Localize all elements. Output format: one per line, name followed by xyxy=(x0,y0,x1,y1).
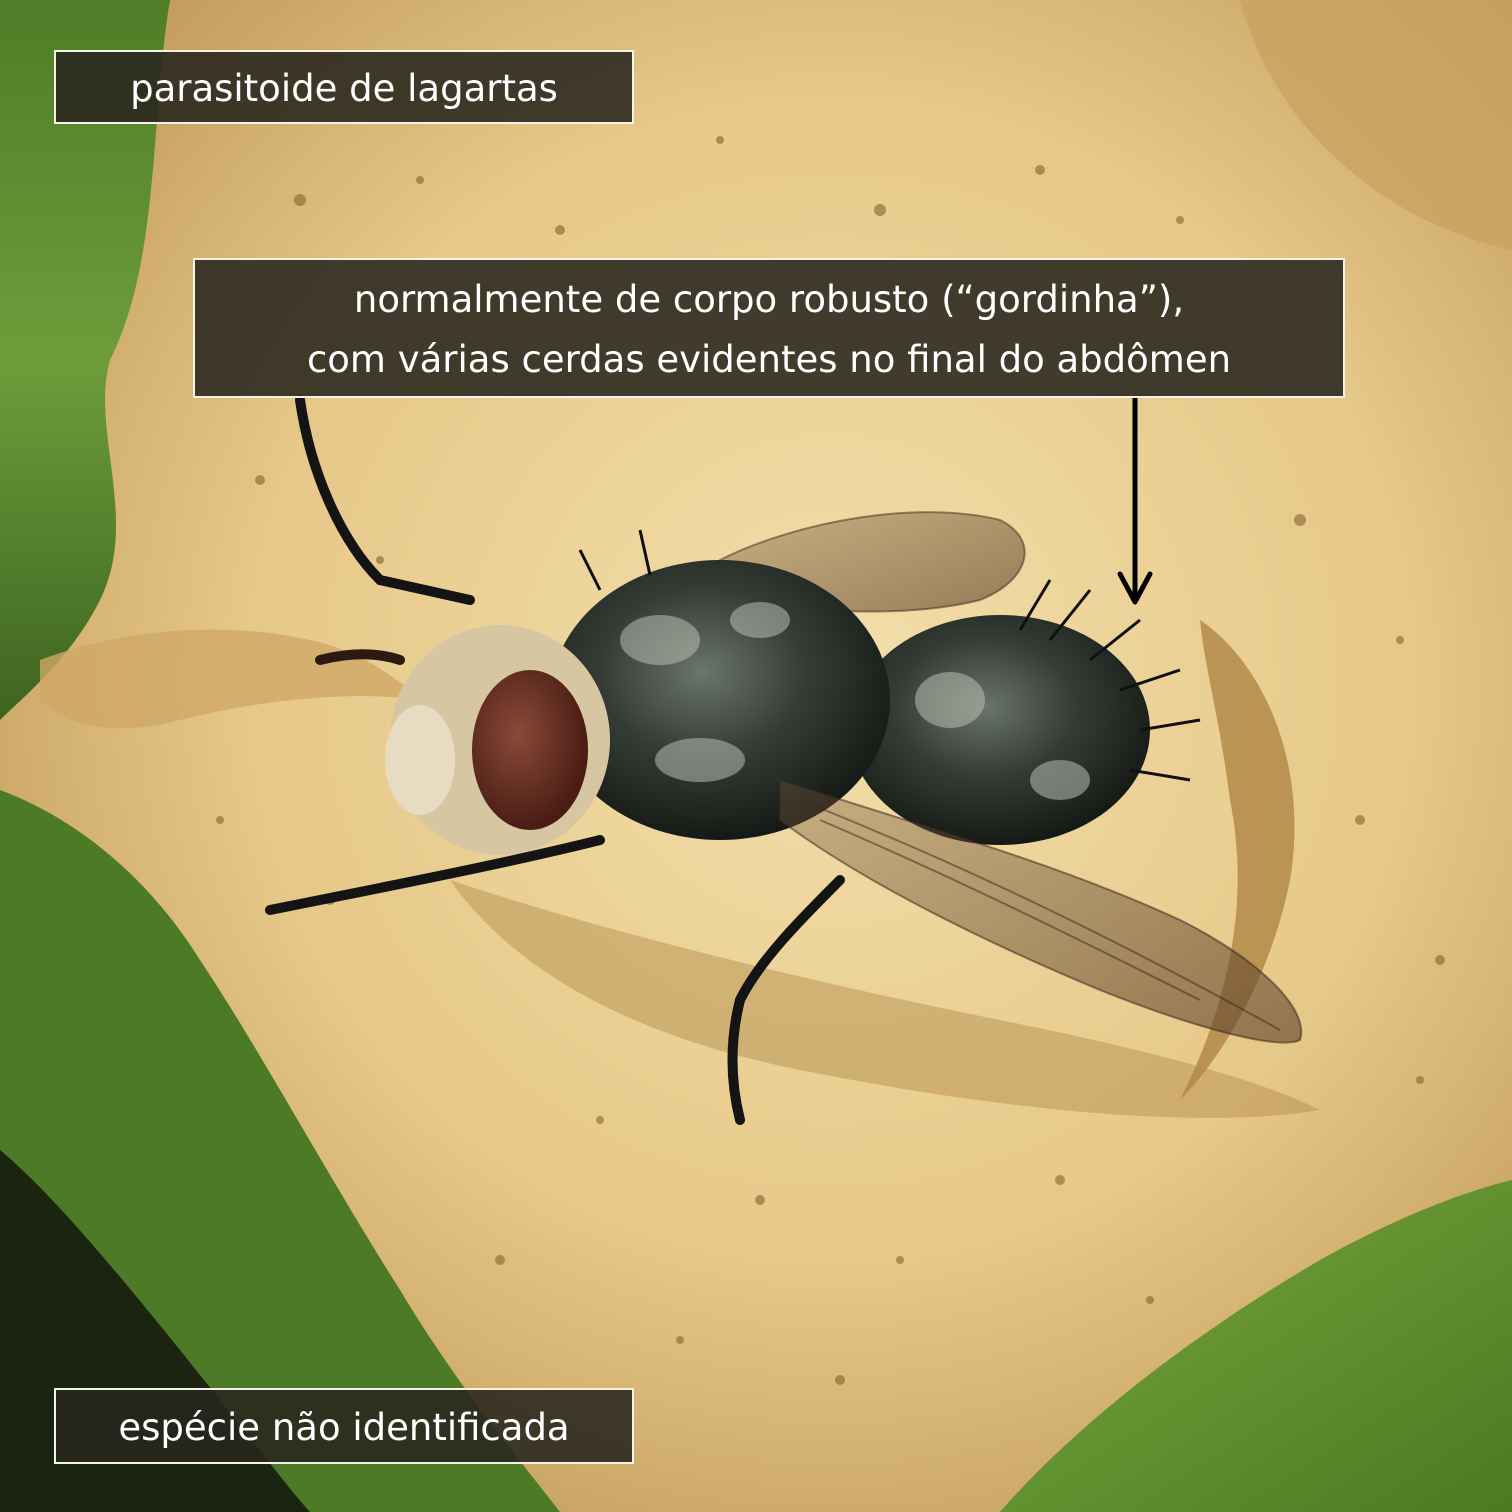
caption-description xyxy=(193,258,1345,398)
fly-antenna xyxy=(320,654,400,660)
caption-species: espécie não identificada xyxy=(54,1388,634,1464)
caption-description-line1: normalmente de corpo robusto (“gordinha”), xyxy=(353,278,1185,321)
caption-description-line2: com várias cerdas evidentes no final do abdômen xyxy=(306,338,1232,381)
fly-face xyxy=(385,705,455,815)
pointer-arrow-icon xyxy=(1110,398,1160,610)
fly-eye xyxy=(472,670,588,830)
caption-parasitoid: parasitoide de lagartas xyxy=(54,50,634,124)
